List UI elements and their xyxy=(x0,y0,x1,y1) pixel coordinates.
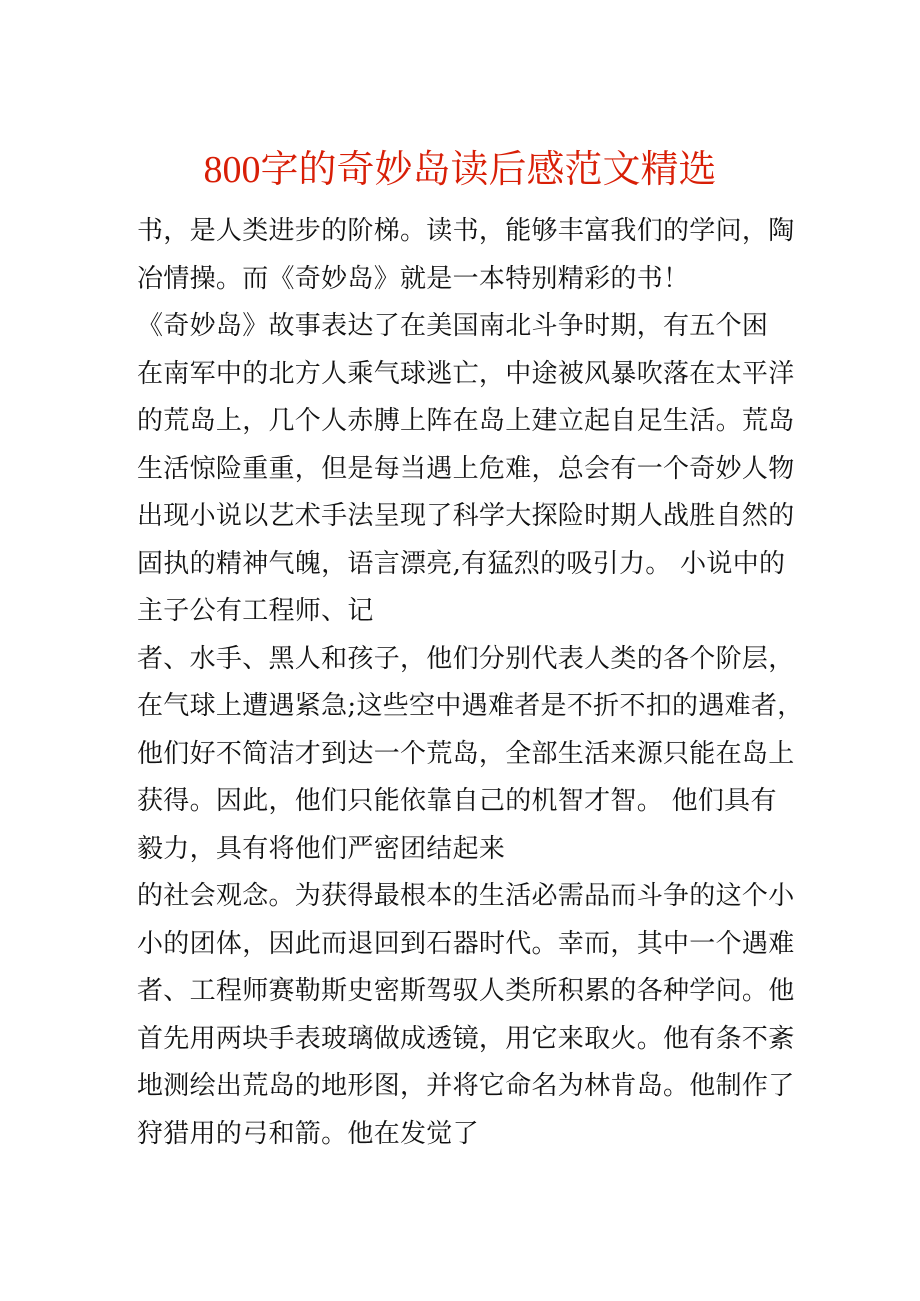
body-line: 的社会观念。为获得最根本的生活必需品而斗争的这个小 xyxy=(137,881,795,911)
document-title: 800字的奇妙岛读后感范文精选 xyxy=(203,149,717,191)
body-line: 出现小说以艺术手法呈现了科学大探险时期人战胜自然的 xyxy=(137,501,795,531)
body-line: 在气球上遭遇紧急;这些空中遇难者是不折不扣的遇难者， xyxy=(137,691,804,721)
body-line: 获得。因此，他们只能依靠自己的机智才智。 他们具有 xyxy=(137,786,777,816)
body-line: 固执的精神气魄，语言漂亮,有猛烈的吸引力。 小说中的 xyxy=(137,548,786,579)
body-line: 首先用两块手表玻璃做成透镜，用它来取火。他有条不紊 xyxy=(137,1023,795,1054)
body-line: 的荒岛上，几个人赤膊上阵在岛上建立起自足生活。荒岛 xyxy=(137,406,795,436)
body-line: 书，是人类进步的阶梯。读书，能够丰富我们的学问，陶 xyxy=(137,216,795,246)
document-body xyxy=(137,208,804,1158)
body-line: 主子公有工程师、记 xyxy=(137,596,374,626)
body-line: 小的团体，因此而退回到石器时代。幸而，其中一个遇难 xyxy=(137,928,795,959)
body-line: 者、水手、黑人和孩子，他们分别代表人类的各个阶层， xyxy=(137,643,795,674)
body-line: 狩猎用的弓和箭。他在发觉了 xyxy=(137,1118,479,1149)
body-line: 地测绘出荒岛的地形图，并将它命名为林肯岛。他制作了 xyxy=(137,1071,795,1101)
body-line: 生活惊险重重，但是每当遇上危难，总会有一个奇妙人物 xyxy=(137,453,795,484)
body-line: 他们好不简洁才到达一个荒岛，全部生活来源只能在岛上 xyxy=(137,738,795,769)
body-line: 毅力，具有将他们严密团结起来 xyxy=(137,833,506,864)
body-line: 在南军中的北方人乘气球逃亡，中途被风暴吹落在太平洋 xyxy=(137,358,795,389)
body-line: 者、工程师赛勒斯史密斯驾驭人类所积累的各种学问。他 xyxy=(137,976,795,1006)
body-line: 《奇妙岛》故事表达了在美国南北斗争时期，有五个困 xyxy=(137,311,769,341)
body-line: 冶情操。而《奇妙岛》就是一本特别精彩的书！ xyxy=(137,263,690,294)
